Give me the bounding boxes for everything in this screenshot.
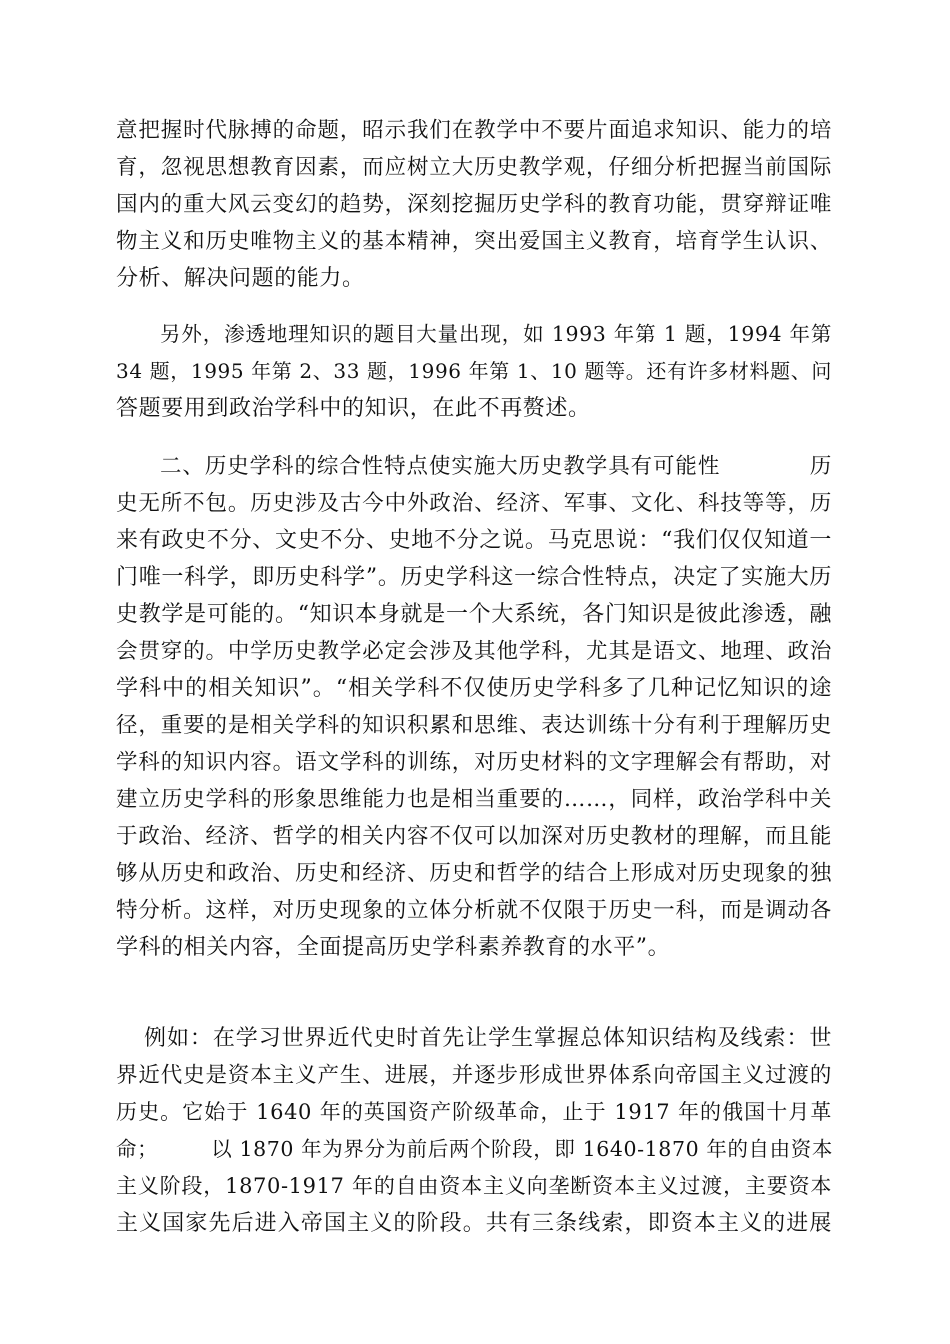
text-line: 门唯一科学，即历史科学”。历史学科这一综合性特点，决定了实施大历 bbox=[116, 565, 832, 590]
text-line: 会贯穿的。中学历史教学必定会涉及其他学科，尤其是语文、地理、政治 bbox=[116, 639, 832, 664]
text-line: 来有政史不分、文史不分、史地不分之说。马克思说：“我们仅仅知道一 bbox=[116, 528, 832, 553]
paragraph-example-modern-history bbox=[116, 1020, 832, 1242]
text-line: 史教学是可能的。“知识本身就是一个大系统，各门知识是彼此渗透，融 bbox=[116, 602, 832, 627]
text-line: 34 题，1995 年第 2、33 题，1996 年第 1、10 题等。还有许多材料题、问 bbox=[116, 359, 832, 383]
paragraph-geography-questions bbox=[116, 316, 832, 427]
text-line: 学科的知识内容。语文学科的训练，对历史材料的文字理解会有帮助，对 bbox=[116, 750, 832, 775]
text-line: 国内的重大风云变幻的趋势，深刻挖掘历史学科的教育功能，贯穿辩证唯 bbox=[116, 192, 832, 217]
text-line: 特分析。这样，对历史现象的立体分析就不仅限于历史一科，而是调动各 bbox=[116, 898, 832, 923]
text-line: 命； 以 1870 年为界分为前后两个阶段，即 1640-1870 年的自由资本 bbox=[116, 1137, 833, 1161]
text-line: 学科的相关内容，全面提高历史学科素养教育的水平”。 bbox=[116, 935, 671, 960]
text-line: 界近代史是资本主义产生、进展，并逐步形成世界体系向帝国主义过渡的 bbox=[116, 1063, 832, 1088]
text-line: 意把握时代脉搏的命题，昭示我们在教学中不要片面追求知识、能力的培 bbox=[116, 118, 832, 143]
text-line: 例如：在学习世界近代史时首先让学生掌握总体知识结构及线索：世 bbox=[144, 1026, 832, 1051]
paragraph-section-two bbox=[116, 448, 832, 966]
section-heading-line: 二、历史学科的综合性特点使实施大历史教学具有可能性 历 bbox=[160, 454, 832, 479]
paragraph-education-function bbox=[116, 112, 832, 297]
text-line: 另外，渗透地理知识的题目大量出现，如 1993 年第 1 题，1994 年第 bbox=[160, 322, 832, 346]
text-line: 历史。它始于 1640 年的英国资产阶级革命，止于 1917 年的俄国十月革 bbox=[116, 1100, 832, 1124]
text-line: 于政治、经济、哲学的相关内容不仅可以加深对历史教材的理解，而且能 bbox=[116, 824, 832, 849]
text-line: 学科中的相关知识”。“相关学科不仅使历史学科多了几种记忆知识的途 bbox=[116, 676, 832, 701]
text-line: 物主义和历史唯物主义的基本精神，突出爱国主义教育，培育学生认识、 bbox=[116, 229, 832, 254]
text-line: 够从历史和政治、历史和经济、历史和哲学的结合上形成对历史现象的独 bbox=[116, 861, 832, 886]
text-line: 主义阶段，1870-1917 年的自由资本主义向垄断资本主义过渡，主要资本 bbox=[116, 1174, 832, 1198]
text-line: 主义国家先后进入帝国主义的阶段。共有三条线索，即资本主义的进展 bbox=[116, 1211, 832, 1236]
text-line: 建立历史学科的形象思维能力也是相当重要的……，同样，政治学科中关 bbox=[116, 787, 832, 812]
text-line: 分析、解决问题的能力。 bbox=[116, 266, 365, 291]
text-line: 答题要用到政治学科中的知识，在此不再赘述。 bbox=[116, 396, 591, 421]
text-line: 径，重要的是相关学科的知识积累和思维、表达训练十分有利于理解历史 bbox=[116, 713, 832, 738]
text-line: 史无所不包。历史涉及古今中外政治、经济、军事、文化、科技等等，历 bbox=[116, 491, 832, 516]
text-line: 育，忽视思想教育因素，而应树立大历史教学观，仔细分析把握当前国际 bbox=[116, 155, 832, 180]
